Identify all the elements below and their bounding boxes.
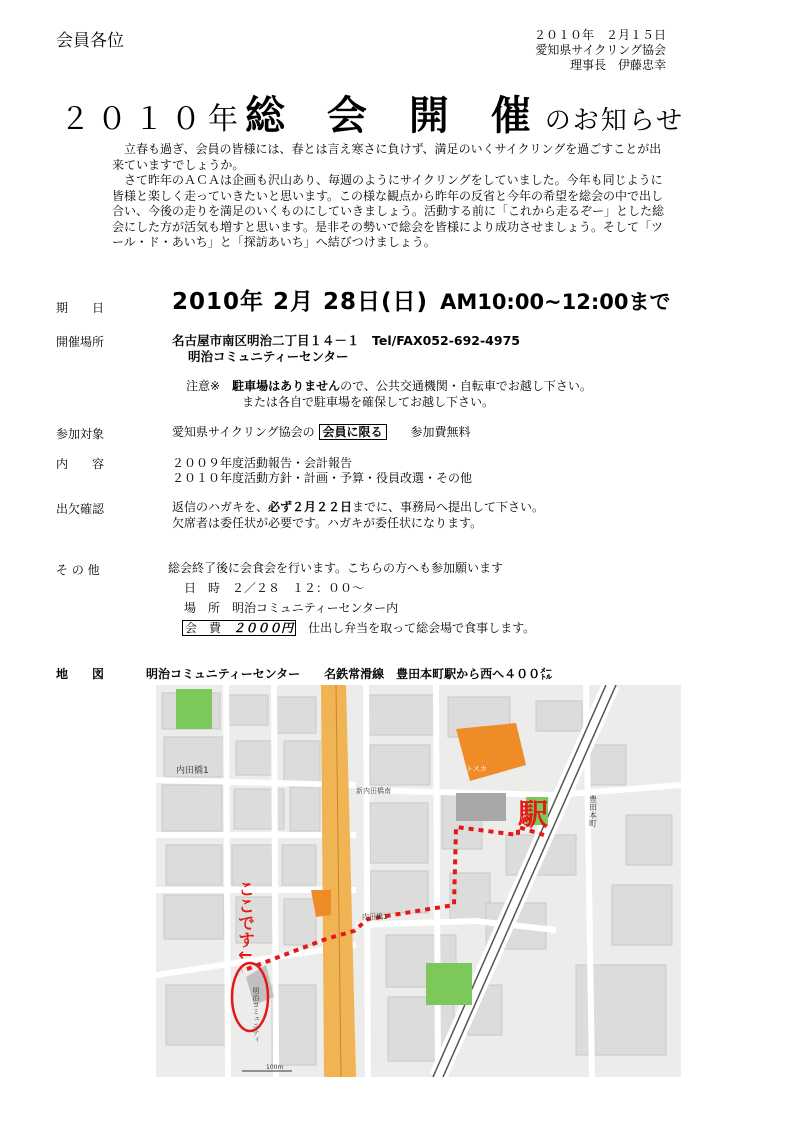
map-direction: 豊田本町駅から西へ４００㍍ — [396, 667, 553, 681]
venue-name: 明治コミュニティーセンター — [188, 349, 349, 364]
label-community-center: 明治コミュニティ — [252, 987, 260, 1043]
target-text — [172, 424, 471, 440]
venue-address: 名古屋市南区明治二丁目１４－１ Tel/FAX052-692-4975 — [172, 333, 520, 348]
members-only-badge: 会員に限る — [319, 424, 387, 440]
here-label: ここです↓ — [234, 880, 254, 963]
content-line-2: ２０１０年度活動方針・計画・予算・役員改選・その他 — [172, 471, 473, 485]
label-tosuka: トスカ — [466, 765, 487, 773]
issue-date: ２０１０年 ２月１５日 — [533, 28, 666, 42]
rsvp-pre: 返信のハガキを、 — [172, 500, 269, 514]
map-center: 明治コミュニティーセンター — [146, 667, 301, 681]
label-toyotahonmachi: 豊田本町 — [588, 795, 598, 827]
organization: 愛知県サイクリング協会 — [535, 43, 666, 57]
parking-note — [186, 378, 592, 394]
label-rsvp: 出欠確認 — [56, 502, 105, 516]
title-year: ２０１０年 — [60, 102, 245, 137]
station-mark: 駅 — [518, 799, 548, 832]
parking-note-line2: または各自で駐車場を確保してお越し下さい。 — [242, 395, 495, 409]
event-time: AM10:00~12:00まで — [440, 290, 671, 314]
other-line-1: 総会終了後に会食会を行います。こちらの方へも参加願います — [168, 561, 504, 575]
dinner-fee — [182, 620, 535, 636]
recipient: 会員各位 — [56, 31, 124, 51]
title-main: 総 会 開 催 — [245, 92, 545, 139]
target-fee: 参加費無料 — [410, 425, 471, 439]
intro-paragraph-1: 立春も過ぎ、会員の皆様には、春とは言え寒さに負けず、満足のいくサイクリングを過ごすことが出来ていますでしょうか。 — [112, 142, 662, 172]
label-map: 地 図 — [56, 667, 105, 681]
scale-label: 100m — [266, 1064, 284, 1071]
dinner-place: 場 所 明治コミュニティーセンター内 — [184, 601, 399, 615]
event-date — [172, 283, 671, 316]
signer: 理事長 伊藤忠幸 — [569, 58, 666, 72]
page-title — [60, 84, 740, 141]
label-other: そ の 他 — [56, 563, 100, 577]
dinner-datetime: 日 時 ２／２８ １２：００～ — [184, 581, 365, 595]
label-uchidabashi-junction: 内田橋1 — [362, 913, 388, 921]
fee-note: 仕出し弁当を取って総会場で食事します。 — [308, 621, 536, 635]
label-shinuchidabashi: 新内田橋南 — [356, 787, 391, 795]
area-map[interactable] — [156, 685, 681, 1077]
note-rest: ので、公共交通機関・自転車でお越し下さい。 — [340, 379, 592, 393]
fee-label: 会 費 — [185, 621, 222, 635]
title-suffix: のお知らせ — [544, 106, 685, 136]
map-svg — [156, 685, 681, 1077]
rsvp-post: までに、事務局へ提出して下さい。 — [352, 500, 545, 514]
map-heading — [56, 665, 552, 682]
rsvp-deadline: 必ず２月２２日 — [268, 500, 353, 514]
label-venue: 開催場所 — [56, 335, 105, 349]
intro-paragraph-2: さて昨年のＡＣＡは企画も沢山あり、毎週のようにサイクリングをしていました。今年も同じように皆様と楽しく走っていきたいと思います。この様な観点から昨年の反省と今年の希望を総会の中で出し合い、今後の走りを満足のいくものにしていきましょう。活動する前に「これから走るぞー」とした総会にした方が活気も増すと思います。是非その勢いで総会を皆様により成功させましょう。そして「ツール・ド・あいち」と「探訪あいち」へ結びつけましょう。 — [112, 173, 665, 249]
intro-text — [112, 142, 672, 251]
content-line-1: ２００９年度活動報告・会計報告 — [172, 456, 353, 470]
map-line: 名鉄常滑線 — [324, 667, 385, 681]
label-content: 内 容 — [56, 457, 105, 471]
label-target: 参加対象 — [56, 427, 105, 441]
note-prefix: 注意※ — [186, 379, 221, 393]
event-date-day: 2010年 2月 28日(日) — [172, 289, 429, 315]
fee-value: ２０００円 — [233, 621, 294, 635]
date-block — [534, 28, 666, 73]
rsvp-line-2: 欠席者は委任状が必要です。ハガキが委任状になります。 — [172, 516, 483, 530]
note-no-parking: 駐車場はありません — [232, 379, 341, 393]
grey-building — [456, 793, 506, 821]
label-uchidabashi: 内田橋1 — [176, 766, 209, 776]
label-date: 期 日 — [56, 301, 105, 315]
target-pre: 愛知県サイクリング協会の — [172, 425, 315, 439]
rsvp-line-1 — [172, 499, 544, 515]
